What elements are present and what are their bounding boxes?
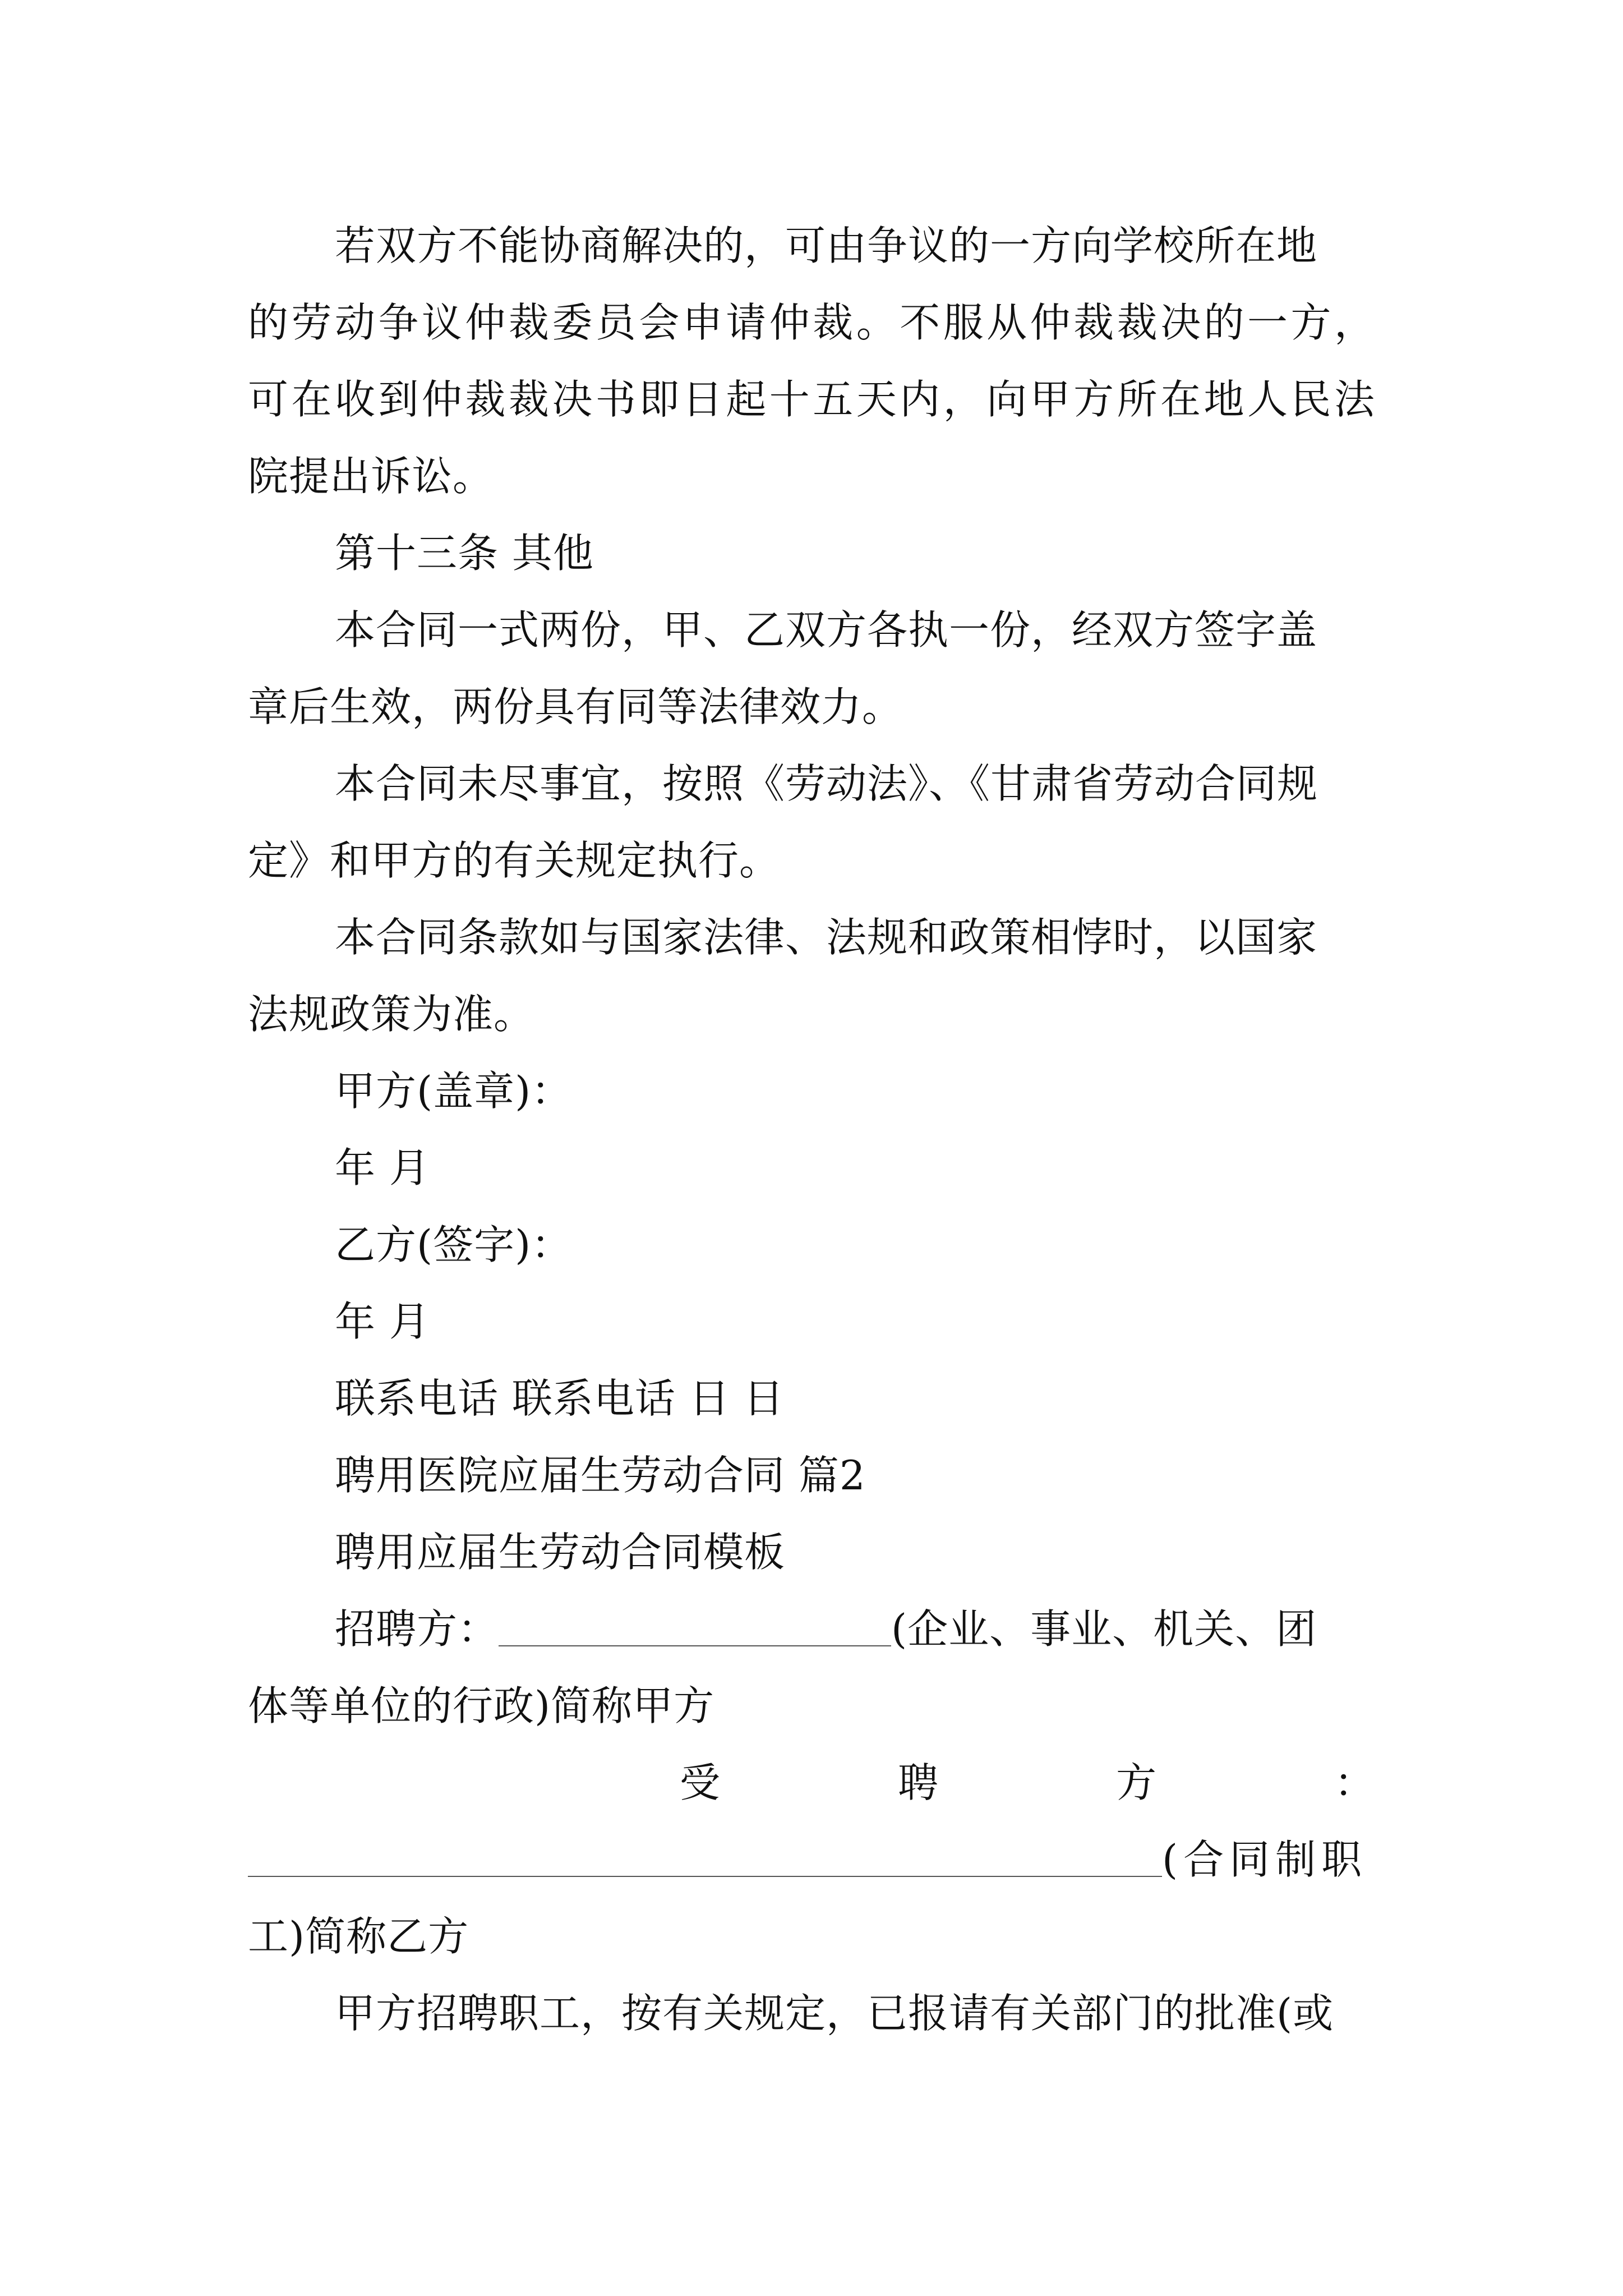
recruitee-char: 聘 xyxy=(897,1759,939,1806)
contact-phone-line: 联系电话 联系电话 日 日 xyxy=(335,1375,785,1422)
paragraph-line: 的劳动争议仲裁委员会申请仲裁。不服从仲裁裁决的一方， xyxy=(248,299,1375,346)
recruitee-char: 方 xyxy=(1115,1759,1157,1806)
recruiter-label: 招聘方： xyxy=(335,1605,499,1653)
recruitee-char: ： xyxy=(1334,1759,1375,1806)
paragraph-line: 本合同条款如与国家法律、法规和政策相悖时，以国家 xyxy=(335,914,1318,961)
document-body xyxy=(248,208,1375,2052)
recruiter-line xyxy=(248,1591,1375,1668)
recruitee-blank-line xyxy=(248,1821,1375,1898)
paragraph-line: 可在收到仲裁裁决书即日起十五天内，向甲方所在地人民法 xyxy=(248,376,1375,423)
recruitee-note: (合同制职 xyxy=(1162,1836,1368,1883)
recruiter-note: (企业、事业、机关、团 xyxy=(891,1605,1317,1653)
party-b-date: 年 月 xyxy=(335,1298,430,1345)
party-a-date: 年 月 xyxy=(335,1144,430,1191)
recruitee-blank xyxy=(248,1835,1162,1877)
paragraph-line: 本合同未尽事宜，按照《劳动法》、《甘肃省劳动合同规 xyxy=(335,760,1318,807)
paragraph-line: 甲方招聘职工，按有关规定，已报请有关部门的批准(或 xyxy=(335,1990,1334,2037)
recruitee-label-line xyxy=(248,1745,1375,1821)
paragraph-line: 本合同一式两份，甲、乙双方各执一份，经双方签字盖 xyxy=(335,606,1318,654)
recruiter-note-continued: 体等单位的行政)简称甲方 xyxy=(248,1682,715,1729)
paragraph-line: 定》和甲方的有关规定执行。 xyxy=(248,837,781,884)
recruitee-note-continued: 工)简称乙方 xyxy=(248,1913,469,1960)
template-title: 聘用应届生劳动合同模板 xyxy=(335,1529,786,1576)
paragraph-line: 院提出诉讼。 xyxy=(248,453,494,500)
paragraph-line: 法规政策为准。 xyxy=(248,991,535,1038)
section-title: 聘用医院应届生劳动合同 篇2 xyxy=(335,1452,866,1499)
recruitee-label-spread xyxy=(680,1745,1375,1821)
paragraph-line: 章后生效，两份具有同等法律效力。 xyxy=(248,683,903,730)
party-a-seal-label: 甲方(盖章)： xyxy=(335,1068,573,1115)
party-b-signature-label: 乙方(签字)： xyxy=(335,1221,573,1268)
recruitee-char: 受 xyxy=(680,1759,721,1806)
section-heading: 第十三条 其他 xyxy=(335,530,594,577)
paragraph-line: 若双方不能协商解决的，可由争议的一方向学校所在地 xyxy=(335,222,1318,269)
recruiter-blank xyxy=(499,1605,891,1646)
